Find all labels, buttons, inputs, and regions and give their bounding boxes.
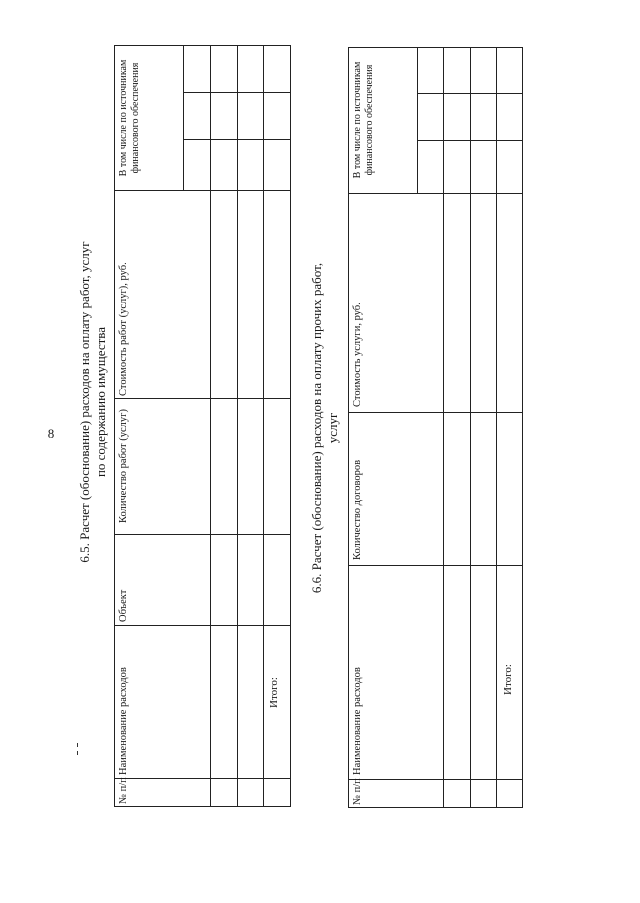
section-6-5-title-line-1: 6.5. Расчет (обоснование) расходов на оплату работ, услуг — [77, 241, 92, 563]
section-6-6-title-line-1: 6.6. Расчет (обоснование) расходов на оплату прочих работ, — [309, 262, 324, 594]
table-6-5-header-work-cost: Стоимость работ (услуг), руб. — [118, 262, 129, 396]
table-6-6-total-label: Итого: — [502, 664, 514, 695]
page-number: 8 — [47, 426, 55, 441]
table-6-6-header-expense-name: Наименование расходов — [352, 667, 363, 775]
table-6-5-header-number: № п/п — [118, 777, 129, 804]
table-6-5-header-expense-name: Наименование расходов — [118, 667, 129, 775]
section-6-6-title-line-2: услуг — [325, 412, 340, 444]
table-6-6-header-number: № п/п — [352, 778, 363, 805]
table-6-5-header-funding-sources: В том числе по источникам финансового обеспечения — [118, 59, 141, 177]
table-6-5-header-object: Объект — [118, 589, 129, 622]
table-6-5-total-label: Итого: — [268, 677, 280, 708]
table-6-6-header-contracts-count: Количество договоров — [352, 459, 363, 560]
section-6-5-title-line-2: по содержанию имущества — [93, 326, 108, 478]
table-6-6-header-service-cost: Стоимость услуги, руб. — [352, 302, 363, 407]
table-6-5-header-work-quantity: Количество работ (услуг) — [118, 409, 129, 523]
table-6-6-header-funding-sources: В том числе по источникам финансового обеспечения — [352, 61, 375, 179]
